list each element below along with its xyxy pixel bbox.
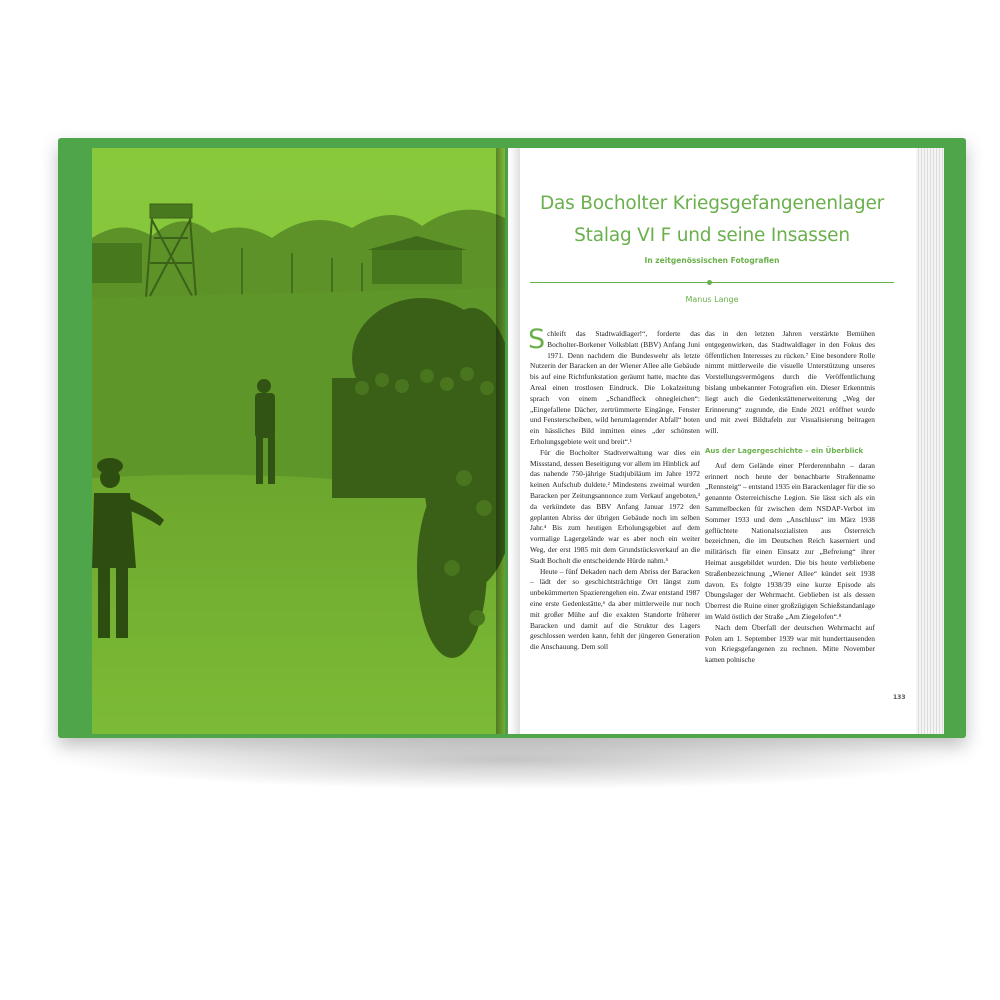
text-column-2 (705, 329, 875, 666)
paragraph: das in den letzten Jahren verstärkte Bemühen entgegenwirken, das Stadtwaldlager in den Fokus des öffentlichen Interesses zu rücken.⁷ Eine besondere Rolle nimmt mittlerweile die visuelle Unterstützung unseres Vorstellungsvermögens durch die Veröffentlichung bislang unbekannter Fotografien ein. Dieser Erkenntnis liegt auch die Gedenkstättenerweiterung „Weg der Erinnerung“ zugrunde, die Ende 2021 eröffnet wurde und mit zwei Bildtafeln zur Visualisierung beitragen will. (705, 329, 875, 436)
chapter-title-line2: Stalag VI F und seine Insassen (574, 225, 850, 246)
camp-photograph (92, 148, 505, 734)
paragraph: Schleift das Stadtwaldlager!“, forderte das Bocholter-Borkener Volksblatt (BBV) Anfang Juni 1971. Denn nachdem die Bundeswehr als letzte Nutzerin der Baracken an der Wiener Allee alle Gebäude bis auf eine Richtfunkstation geräumt hatte, machte das Areal einen trostlosen Eindruck. Die Lokalzeitung sprach von einem „Schandfleck ohnegleichen“: „Eingefallene Dächer, zertrümmerte Eingänge, Fenster und Fensterscheiben, wild herumlagernder Abfall“ boten ein hässliches Bild inmitten eines „der schönsten Erholungsgebiete weit und breit“.¹ (528, 324, 700, 446)
chapter-subtitle: In zeitgenössischen Fotografien (644, 256, 780, 265)
title-divider (530, 282, 894, 283)
chapter-title-line1: Das Bocholter Kriegsgefangenenlager (539, 193, 885, 214)
left-page-photo (92, 148, 505, 734)
text-column-1 (528, 324, 700, 653)
paragraph: Heute – fünf Dekaden nach dem Abriss der Baracken – lädt der so geschichtsträchtige Ort längst zum unbekümmerten Spazierengehen ein. Zwar entstand 1987 eine erste Gedenkstätte,⁶ da aber mittlerweile nur noch mit großer Mühe auf die exakten Standorte früherer Baracken und damit auf die Struktur des Lagers geschlossen werden kann, fehlt der jüngeren Generation die Anschauung. Dem soll (530, 566, 700, 652)
page-edges (916, 148, 944, 734)
page-number: 133 (893, 694, 906, 701)
author-name: Manus Lange (685, 295, 739, 304)
book-shadow (60, 730, 960, 790)
paragraph: Für die Bocholter Stadtverwaltung war dies ein Missstand, dessen Beseitigung vor allem im Hinblick auf das nahende 750-jährige Stadtjubiläum im Jahre 1972 keinen Aufschub duldete.² Mindestens zweimal wurden Baracken per Zeitungsannonce zum Verkauf angeboten,³ da verkündete das BBV Anfang Januar 1972 den geplanten Abriss der übrigen Gebäude noch im selben Jahr.⁴ Bis zum heutigen Erholungsgebiet auf dem vormalige Lagergelände war es aber noch ein weiter Weg, der erst 1985 mit dem Grundstücksverkauf an die Stadt Bocholt die entscheidende Hürde nahm.⁵ (530, 447, 700, 565)
paragraph: Auf dem Gelände einer Pferderennbahn – daran erinnert noch heute der benachbarte Straßenname „Rennsteig“ – entstand 1935 ein Barackenlager für die so genannte Österreichische Legion. Sie lässt sich als ein Sammelbecken für zwischen dem NSDAP-Verbot im Sommer 1933 und dem „Anschluss“ im März 1938 geflüchtete Nationalsozialisten aus Österreich bezeichnen, die im Deutschen Reich kaserniert und militärisch für einen Einsatz zur „Befreiung“ ihrer Heimat ausgebildet wurden. Die bis heute verbliebene Straßenbezeichnung „Wiener Allee“ kündet seit 1938 davon. Es folgte 1938/39 eine kurze Episode als Übungslager der Wehrmacht. Geblieben ist als dessen Überrest die Ruine einer großzügigen Schießstandanlage im Wald östlich der Straße „Am Ziegelofen“.⁸ (705, 460, 875, 621)
right-page (508, 148, 916, 734)
section-heading: Aus der Lagergeschichte – ein Überblick (705, 446, 864, 455)
divider-dot (707, 280, 712, 285)
paragraph: Nach dem Überfall der deutschen Wehrmacht auf Polen am 1. September 1939 war mit hunderttausenden von Kriegsgefangenen zu rechnen. Mitte November kamen polnische (705, 622, 875, 665)
drop-cap: S (528, 324, 546, 355)
